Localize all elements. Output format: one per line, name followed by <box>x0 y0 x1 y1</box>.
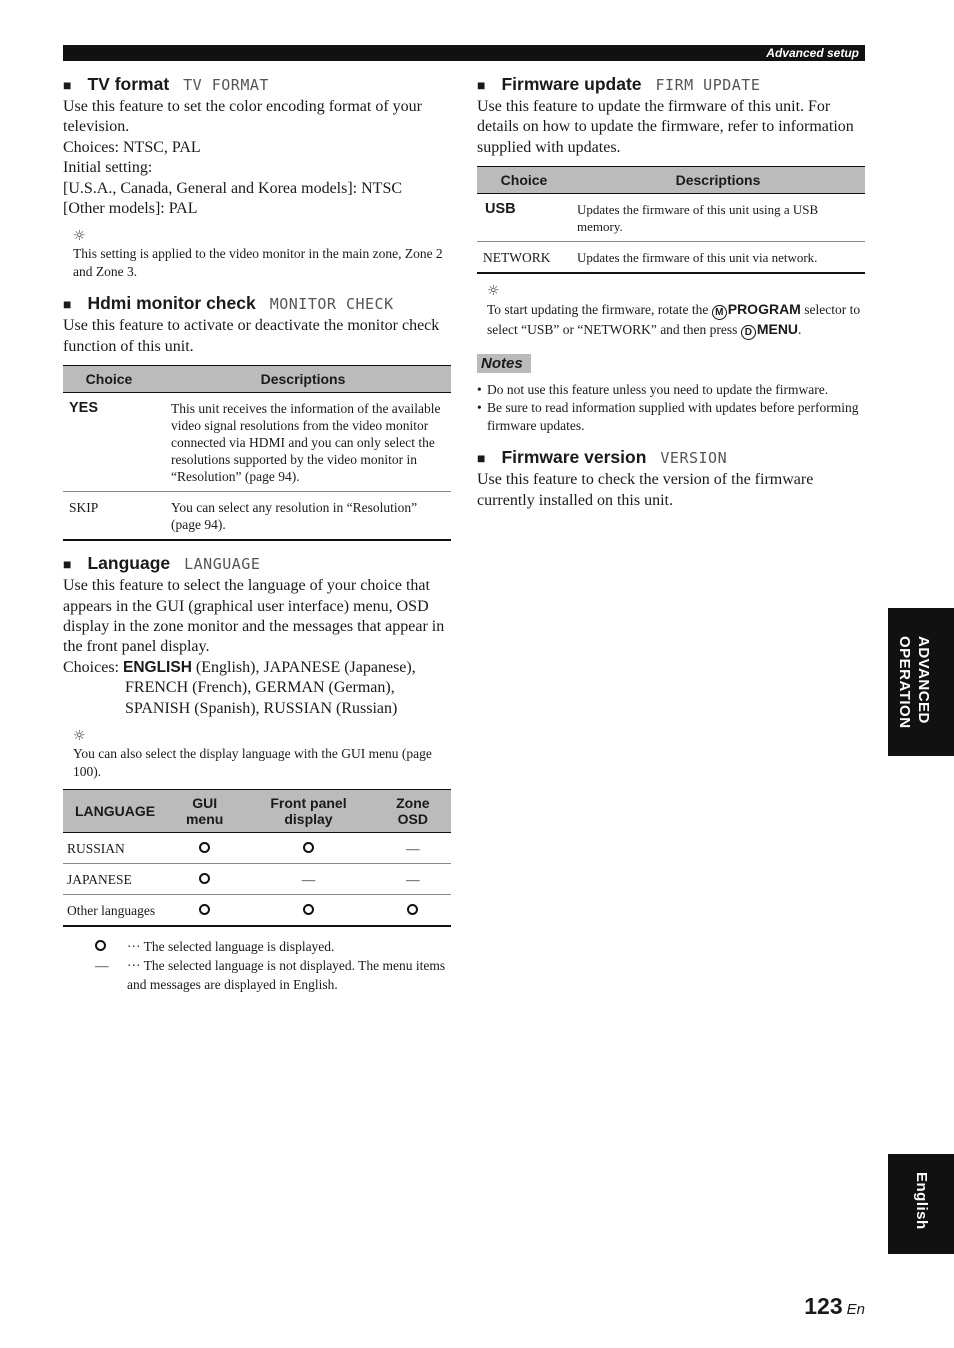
tv-format-choices: Choices: NTSC, PAL <box>63 138 201 156</box>
list-item: • Do not use this feature unless you need to update the firmware. <box>477 381 865 399</box>
lang-cell <box>167 864 242 895</box>
language-choices-2: FRENCH (French), GERMAN (German), <box>125 679 395 697</box>
menu-button-icon: D <box>741 325 756 340</box>
firmware-update-heading: ■ Firmware update FIRM UPDATE <box>477 74 761 94</box>
lang-col-language: LANGUAGE <box>63 790 167 833</box>
hdmi-desc: This unit receives the information of the available video signal resolutions from the video monitor connected via HDMI and you can only select the resolutions supported by the video monitor in “Resolution” (page 94). <box>155 393 451 492</box>
table-row <box>477 242 865 274</box>
language-legend <box>95 937 451 994</box>
tv-format-us: [U.S.A., Canada, General and Korea models]: NTSC <box>63 179 403 197</box>
hdmi-choice: SKIP <box>63 492 155 541</box>
tv-format-body: Use this feature to set the color encoding format of your television. <box>63 98 422 136</box>
tv-format-initial: Initial setting: <box>63 159 153 177</box>
lightbulb-icon: ☼ <box>73 228 86 245</box>
lightbulb-icon: ☼ <box>73 728 86 745</box>
lang-name: Other languages <box>63 895 167 927</box>
fw-desc: Updates the firmware of this unit via network. <box>571 242 865 274</box>
table-row <box>63 833 451 864</box>
left-column <box>63 72 451 994</box>
firmware-version-body: Use this feature to check the version of the firmware currently installed on this unit. <box>477 471 814 509</box>
firmware-table <box>477 166 865 274</box>
tv-format-other: [Other models]: PAL <box>63 200 198 218</box>
advanced-operation-tab[interactable] <box>888 608 954 756</box>
hdmi-choice: YES <box>63 393 155 492</box>
lang-col-osd: Zone OSD <box>375 790 451 833</box>
english-tab[interactable] <box>888 1154 954 1254</box>
lang-col-front: Front panel display <box>242 790 374 833</box>
hdmi-col-desc: Descriptions <box>155 366 451 393</box>
circle-icon <box>199 842 210 853</box>
hdmi-body: Use this feature to activate or deactivate the monitor check function of this unit. <box>63 317 440 355</box>
section-title: Advanced setup <box>766 46 859 60</box>
tv-format-tip: ☼ This setting is applied to the video monitor in the main zone, Zone 2 and Zone 3. <box>73 229 451 281</box>
notes-section <box>477 354 865 435</box>
circle-icon <box>303 904 314 915</box>
lang-cell <box>242 833 374 864</box>
program-button-icon: M <box>712 305 727 320</box>
page-number: 123 En <box>804 1293 865 1319</box>
legend-no: — ··· The selected language is not displayed. The menu items and messages are displayed in English. <box>95 958 446 993</box>
list-item: • Be sure to read information supplied with updates before performing firmware updates. <box>477 399 865 435</box>
lang-cell: — <box>375 864 451 895</box>
circle-icon <box>199 904 210 915</box>
hdmi-desc: You can select any resolution in “Resolution” (page 94). <box>155 492 451 541</box>
tab-label-line2: OPERATION <box>896 636 913 729</box>
language-table <box>63 789 451 927</box>
firmware-update-body: Use this feature to update the firmware of this unit. For details on how to update the firmware, refer to information supplied with updates. <box>477 98 854 156</box>
header-bar <box>63 45 865 61</box>
language-tip: ☼ You can also select the display language with the GUI menu (page 100). <box>73 729 451 781</box>
circle-icon <box>95 940 106 951</box>
tab-label-line1: ADVANCED <box>915 636 932 724</box>
hdmi-col-choice: Choice <box>63 366 155 393</box>
circle-icon <box>199 873 210 884</box>
notes-heading: Notes <box>477 354 531 373</box>
notes-list <box>477 381 865 435</box>
table-row <box>63 393 451 492</box>
circle-icon <box>303 842 314 853</box>
legend-yes: ··· The selected language is displayed. <box>95 937 451 956</box>
lang-cell <box>167 895 242 927</box>
lang-name: JAPANESE <box>63 864 167 895</box>
right-column <box>477 72 865 511</box>
fw-choice: USB <box>477 194 571 242</box>
lightbulb-icon: ☼ <box>487 283 500 300</box>
hdmi-heading: ■ Hdmi monitor check MONITOR CHECK <box>63 293 394 314</box>
lang-col-gui: GUI menu <box>167 790 242 833</box>
language-body: Use this feature to select the language of your choice that appears in the GUI (graphical user interface) menu, OSD display in the zone monitor and the messages that appear in the front panel display. <box>63 577 445 656</box>
language-choices-3: SPANISH (Spanish), RUSSIAN (Russian) <box>125 699 398 717</box>
lang-cell <box>375 895 451 927</box>
firmware-tip: ☼ To start updating the firmware, rotate the M PROGRAM selector to select “USB” or “NETWORK” and then press D MENU. <box>487 284 865 340</box>
lang-cell: — <box>375 833 451 864</box>
language-choices: Choices: ENGLISH (English), JAPANESE (Japanese), <box>63 658 416 676</box>
table-row <box>63 864 451 895</box>
fw-choice: NETWORK <box>477 242 571 274</box>
circle-icon <box>407 904 418 915</box>
table-row <box>477 194 865 242</box>
fw-desc: Updates the firmware of this unit using a USB memory. <box>571 194 865 242</box>
lang-name: RUSSIAN <box>63 833 167 864</box>
lang-cell <box>167 833 242 864</box>
lang-cell: — <box>242 864 374 895</box>
lang-cell <box>242 895 374 927</box>
table-row <box>63 492 451 541</box>
fw-col-desc: Descriptions <box>571 167 865 194</box>
table-row <box>63 895 451 927</box>
hdmi-table <box>63 365 451 541</box>
fw-col-choice: Choice <box>477 167 571 194</box>
firmware-version-heading: ■ Firmware version VERSION <box>477 447 728 468</box>
tab-label: English <box>913 1172 930 1230</box>
tv-format-heading: ■ TV format TV FORMAT <box>63 74 269 94</box>
language-heading: ■ Language LANGUAGE <box>63 553 261 574</box>
